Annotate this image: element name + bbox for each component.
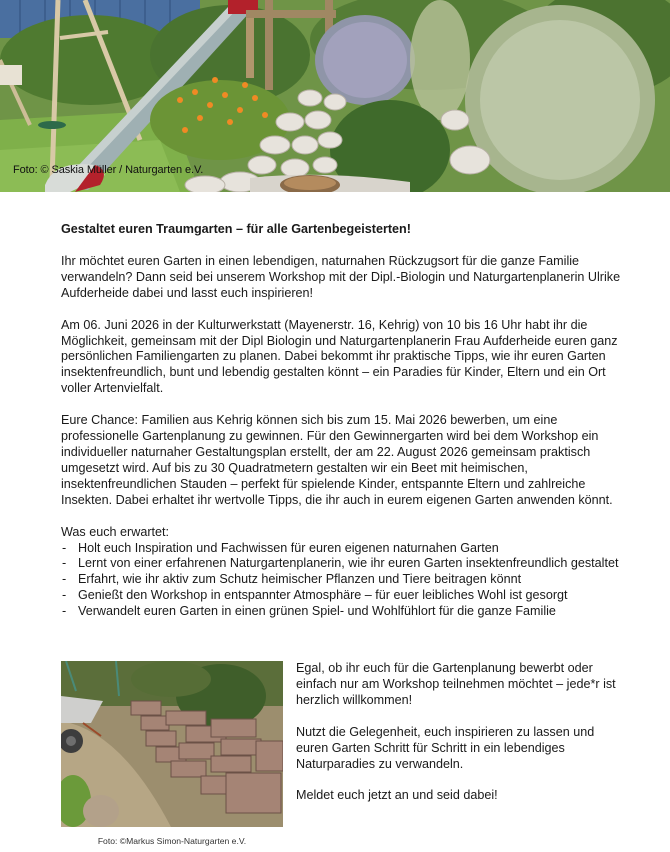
list-item: - Genießt den Workshop in entspannter Atmosphäre – für euer leibliches Wohl ist gesorgt <box>62 588 568 603</box>
list-item: - Holt euch Inspiration und Fachwissen für euren eigenen naturnahen Garten <box>62 540 499 555</box>
list-item: - Verwandelt euren Garten in einen grünen Spiel- und Wohlfühlort für die ganze Familie <box>62 604 556 619</box>
dash-bullet-icon: - <box>62 572 67 587</box>
article-body <box>61 222 621 620</box>
list-item: - Lernt von einer erfahrenen Naturgartenplanerin, wie ihr euren Garten insektenfreundlich gestaltet <box>62 556 619 571</box>
welcome-paragraph: Egal, ob ihr euch für die Gartenplanung bewerbt oder einfach nur am Workshop teilnehmen möchtet – jede*r ist herzlich willkommen! <box>296 661 616 707</box>
call-to-action: Meldet euch jetzt an und seid dabei! <box>296 788 498 803</box>
dash-bullet-icon: - <box>62 556 67 571</box>
dash-bullet-icon: - <box>62 604 67 619</box>
stone-wall-photo-credit: Foto: ©Markus Simon-Naturgarten e.V. <box>97 836 247 846</box>
hero-photo-credit: Foto: © Saskia Müller / Naturgarten e.V. <box>13 164 204 176</box>
dash-bullet-icon: - <box>62 588 67 603</box>
benefits-list <box>61 541 621 621</box>
article-headline: Gestaltet euren Traumgarten – für alle Gartenbegeisterten! <box>61 222 411 236</box>
event-details-paragraph: Am 06. Juni 2026 in der Kulturwerkstatt (Mayenerstr. 16, Kehrig) von 10 bis 16 Uhr habt ihr die Möglichkeit, gemeinsam mit der Dipl Biologin und Naturgartenplanerin Frau Aufderheide euren ganz persönlichen Familiengarten zu planen. Dabei bekommt ihr praktische Tipps, wie ihr euren Garten insektenfreundlich, bunt und lebendig gestalten könnt – ein Paradies für Kinder, Eltern und ein Ort voller Artenvielfalt. <box>61 317 618 396</box>
list-intro: Was euch erwartet: <box>61 524 170 539</box>
inspiration-paragraph: Nutzt die Gelegenheit, euch inspirieren zu lassen und euren Garten Schritt für Schritt in ein lebendiges Naturparadies zu verwandeln. <box>296 724 595 771</box>
closing-text <box>296 661 621 820</box>
intro-paragraph: Ihr möchtet euren Garten in einen lebendigen, naturnahen Rückzugsort für die ganze Familie verwandeln? Dann seid bei unserem Workshop mit der Dipl.-Biologin und Naturgartenplanerin Ulrike Aufderheide dabei und lasst euch inspirieren! <box>61 253 621 300</box>
contest-paragraph: Eure Chance: Familien aus Kehrig können sich bis zum 15. Mai 2026 bewerben, um eine professionelle Gartenplanung zu gewinnen. Für den Gewinnergarten wird bei dem Workshop ein individueller naturnaher Gestaltungsplan erstellt, der am 22. August 2026 gemeinsam praktisch umgesetzt wird. Auf bis zu 30 Quadratmetern gestalten wir ein Beet mit heimischen, insektenfreundlichen Stauden – perfekt für spielende Kinder, entspannte Eltern und zahlreiche Insekten. Dabei erhaltet ihr wertvolle Tipps, die ihr auch in eurem eigenen Garten anwenden könnt. <box>61 413 613 507</box>
stone-wall-photo <box>61 661 283 827</box>
stone-wall-illustration <box>61 661 283 827</box>
dash-bullet-icon: - <box>62 540 67 555</box>
list-item: - Erfahrt, wie ihr aktiv zum Schutz heimischer Pflanzen und Tiere beitragen könnt <box>62 572 522 587</box>
hero-photo <box>0 0 670 192</box>
